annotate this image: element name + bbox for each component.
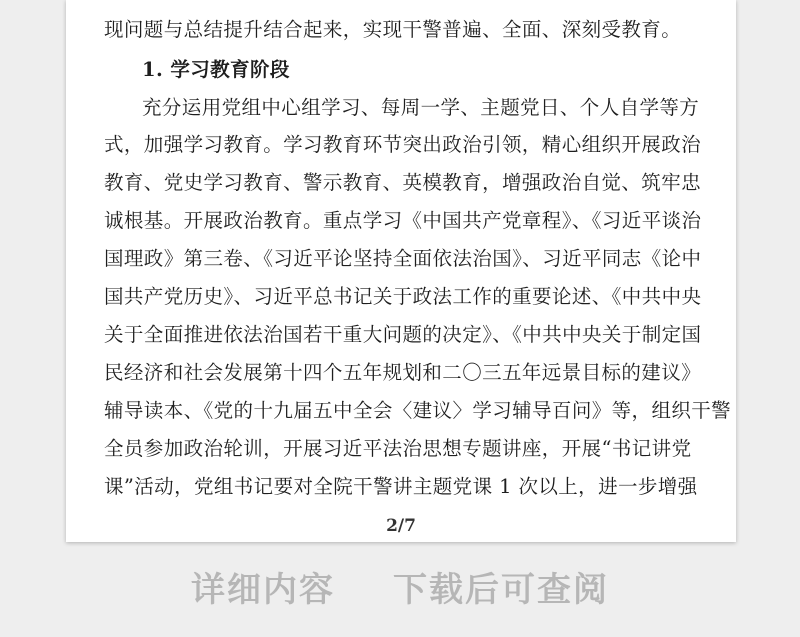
text-line: 国共产党历史》、习近平总书记关于政法工作的重要论述、《中共中央 — [104, 285, 702, 308]
text-line: 辅导读本、《党的十九届五中全会〈建议〉学习辅导百问》等，组织干警 — [104, 399, 732, 422]
section-heading: 1. 学习教育阶段 — [142, 58, 290, 81]
text-line: 诚根基。开展政治教育。重点学习《中国共产党章程》、《习近平谈治 — [104, 209, 702, 232]
text-line: 现问题与总结提升结合起来，实现干警普遍、全面、深刻受教育。 — [104, 18, 682, 41]
text-line: 充分运用党组中心组学习、每周一学、主题党日、个人自学等方 — [142, 96, 700, 119]
document-page — [66, 0, 736, 542]
text-line: 全员参加政治轮训，开展习近平法治思想专题讲座，开展“书记讲党 — [104, 437, 692, 460]
text-line: 式，加强学习教育。学习教育环节突出政治引领，精心组织开展政治 — [104, 133, 702, 156]
text-line: 教育、党史学习教育、警示教育、英模教育，增强政治自觉、筑牢忠 — [104, 171, 702, 194]
details-button[interactable]: 详细内容 — [191, 570, 335, 610]
text-line: 民经济和社会发展第十四个五年规划和二〇三五年远景目标的建议》 — [104, 361, 702, 384]
text-line: 关于全面推进依法治国若干重大问题的决定》、《中共中央关于制定国 — [104, 323, 702, 346]
footer-banner — [0, 562, 800, 610]
download-to-view-button[interactable]: 下载后可查阅 — [393, 570, 609, 610]
text-line: 课”活动，党组书记要对全院干警讲主题党课 1 次以上，进一步增强 — [104, 475, 698, 498]
text-line: 国理政》第三卷、《习近平论坚持全面依法治国》、习近平同志《论中 — [104, 247, 702, 270]
page-number: 2/7 — [386, 516, 416, 536]
